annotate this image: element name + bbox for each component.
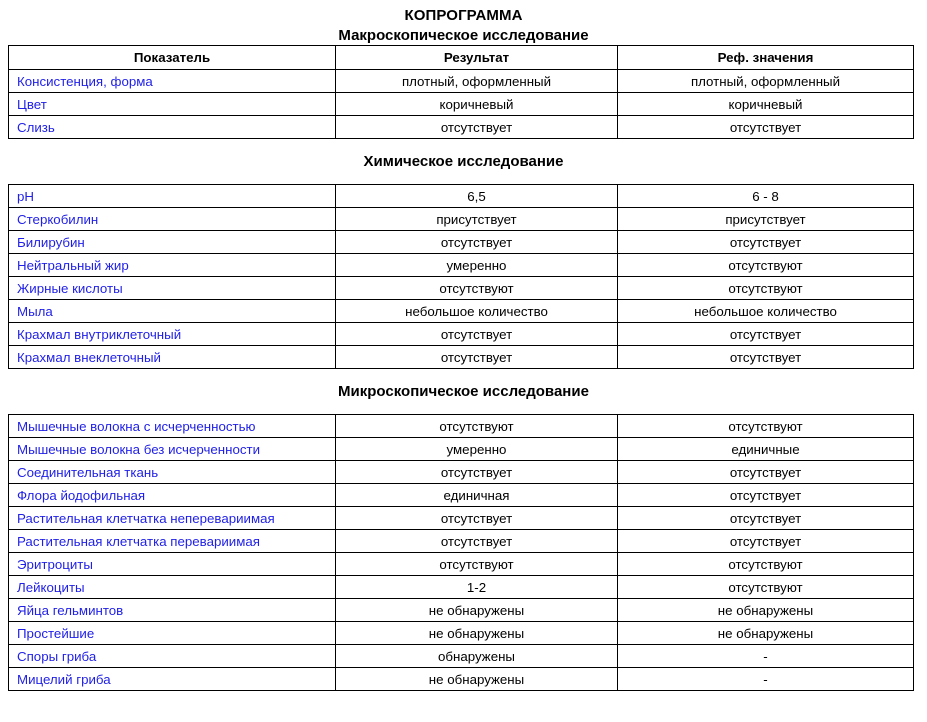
parameter-name: Крахмал внеклеточный [9, 346, 336, 369]
table-row [9, 484, 914, 507]
parameter-result: отсутствует [336, 530, 618, 553]
parameter-reference: отсутствует [618, 231, 914, 254]
parameter-result: не обнаружены [336, 599, 618, 622]
table-chemical [8, 184, 914, 369]
column-header-result: Результат [336, 46, 618, 70]
parameter-result: 1-2 [336, 576, 618, 599]
parameter-result: отсутствуют [336, 553, 618, 576]
parameter-name: Мышечные волокна без исчерченности [9, 438, 336, 461]
parameter-result: плотный, оформленный [336, 70, 618, 93]
column-header-reference: Реф. значения [618, 46, 914, 70]
parameter-result: небольшое количество [336, 300, 618, 323]
parameter-reference: не обнаружены [618, 599, 914, 622]
table-body-macroscopic [9, 70, 914, 139]
table-row [9, 645, 914, 668]
parameter-reference: коричневый [618, 93, 914, 116]
parameter-result: отсутствует [336, 116, 618, 139]
parameter-result: отсутствуют [336, 277, 618, 300]
parameter-name: Стеркобилин [9, 208, 336, 231]
table-row [9, 231, 914, 254]
parameter-result: 6,5 [336, 185, 618, 208]
table-row [9, 346, 914, 369]
parameter-name: Флора йодофильная [9, 484, 336, 507]
parameter-reference: отсутствует [618, 461, 914, 484]
table-row [9, 622, 914, 645]
parameter-reference: не обнаружены [618, 622, 914, 645]
parameter-name: Растительная клетчатка перевариимая [9, 530, 336, 553]
parameter-name: Растительная клетчатка неперевариимая [9, 507, 336, 530]
parameter-reference: 6 - 8 [618, 185, 914, 208]
parameter-result: не обнаружены [336, 668, 618, 691]
table-row [9, 507, 914, 530]
parameter-result: единичная [336, 484, 618, 507]
table-macroscopic [8, 45, 914, 139]
parameter-name: Мыла [9, 300, 336, 323]
parameter-reference: небольшое количество [618, 300, 914, 323]
parameter-result: присутствует [336, 208, 618, 231]
parameter-name: Консистенция, форма [9, 70, 336, 93]
table-row [9, 208, 914, 231]
column-header-parameter: Показатель [9, 46, 336, 70]
parameter-name: Соединительная ткань [9, 461, 336, 484]
table-row [9, 415, 914, 438]
table-row [9, 277, 914, 300]
parameter-name: Цвет [9, 93, 336, 116]
parameter-name: Споры гриба [9, 645, 336, 668]
parameter-result: отсутствует [336, 346, 618, 369]
parameter-result: отсутствует [336, 507, 618, 530]
parameter-reference: отсутствует [618, 323, 914, 346]
parameter-reference: отсутствуют [618, 415, 914, 438]
parameter-reference: отсутствуют [618, 576, 914, 599]
parameter-result: коричневый [336, 93, 618, 116]
table-row [9, 576, 914, 599]
parameter-reference: - [618, 668, 914, 691]
parameter-reference: отсутствует [618, 484, 914, 507]
parameter-result: отсутствуют [336, 415, 618, 438]
parameter-reference: отсутствуют [618, 277, 914, 300]
parameter-reference: отсутствуют [618, 553, 914, 576]
parameter-name: Эритроциты [9, 553, 336, 576]
parameter-reference: отсутствуют [618, 254, 914, 277]
section-title-chemical: Химическое исследование [363, 153, 564, 170]
table-row [9, 461, 914, 484]
table-row [9, 668, 914, 691]
table-header [9, 46, 914, 70]
table-header-row [9, 46, 914, 70]
table-row [9, 599, 914, 622]
page-title: КОПРОГРАММА [404, 7, 523, 24]
table-row [9, 70, 914, 93]
parameter-reference: отсутствует [618, 530, 914, 553]
parameter-name: Простейшие [9, 622, 336, 645]
parameter-name: pH [9, 185, 336, 208]
table-row [9, 116, 914, 139]
parameter-result: отсутствует [336, 461, 618, 484]
parameter-name: Лейкоциты [9, 576, 336, 599]
section-title-macroscopic: Макроскопическое исследование [338, 27, 589, 44]
table-body-microscopic [9, 415, 914, 691]
parameter-result: отсутствует [336, 323, 618, 346]
parameter-result: умеренно [336, 254, 618, 277]
section-title-microscopic: Микроскопическое исследование [338, 383, 589, 400]
table-row [9, 254, 914, 277]
parameter-name: Крахмал внутриклеточный [9, 323, 336, 346]
table-row [9, 438, 914, 461]
parameter-name: Нейтральный жир [9, 254, 336, 277]
table-row [9, 93, 914, 116]
parameter-name: Мышечные волокна с исчерченностью [9, 415, 336, 438]
parameter-name: Мицелий гриба [9, 668, 336, 691]
parameter-name: Яйца гельминтов [9, 599, 336, 622]
parameter-reference: присутствует [618, 208, 914, 231]
parameter-reference: отсутствует [618, 116, 914, 139]
parameter-name: Билирубин [9, 231, 336, 254]
table-row [9, 553, 914, 576]
table-body-chemical [9, 185, 914, 369]
table-row [9, 300, 914, 323]
parameter-reference: - [618, 645, 914, 668]
parameter-result: умеренно [336, 438, 618, 461]
parameter-result: отсутствует [336, 231, 618, 254]
parameter-result: не обнаружены [336, 622, 618, 645]
table-microscopic [8, 414, 914, 691]
parameter-result: обнаружены [336, 645, 618, 668]
table-row [9, 185, 914, 208]
parameter-name: Жирные кислоты [9, 277, 336, 300]
parameter-reference: отсутствует [618, 346, 914, 369]
table-row [9, 323, 914, 346]
parameter-reference: единичные [618, 438, 914, 461]
parameter-reference: отсутствует [618, 507, 914, 530]
parameter-name: Слизь [9, 116, 336, 139]
parameter-reference: плотный, оформленный [618, 70, 914, 93]
table-row [9, 530, 914, 553]
